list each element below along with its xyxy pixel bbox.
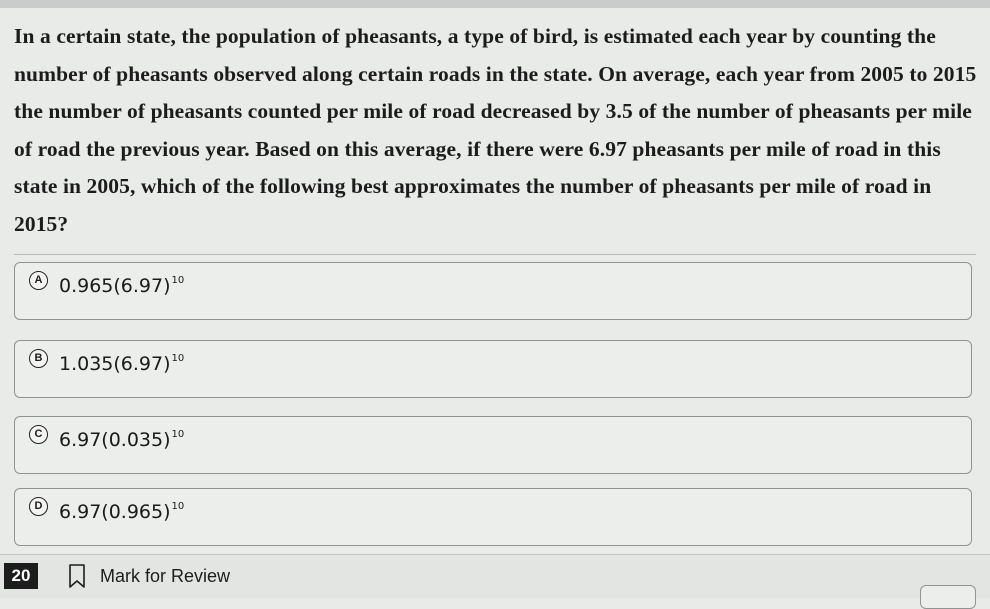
footer-corner-button[interactable] (920, 585, 976, 609)
option-b-exponent: 10 (171, 353, 185, 364)
option-b-letter: B (29, 349, 48, 368)
option-d-expression (59, 495, 184, 524)
option-a-base: 0.965(6.97) (59, 275, 171, 297)
top-strip (0, 0, 990, 8)
option-b[interactable] (14, 340, 972, 398)
option-a-letter: A (29, 271, 48, 290)
option-a[interactable] (14, 262, 972, 320)
question-footer (0, 554, 990, 598)
option-d[interactable] (14, 488, 972, 546)
option-b-base: 1.035(6.97) (59, 353, 171, 375)
option-c-base: 6.97(0.035) (59, 429, 171, 451)
option-a-exponent: 10 (171, 275, 185, 286)
mark-for-review-button[interactable]: Mark for Review (100, 566, 231, 586)
question-text: In a certain state, the population of pheasants, a type of bird, is estimated each year by counting the number of pheasants observed along certain roads in the state. On average, each year from 2005 to 2015 the number of pheasants counted per mile of road decreased by 3.5 of the number of pheasants per mile of road the previous year. Based on this average, if there were 6.97 pheasants per mile of road in this state in 2005, which of the following best approximates the number of pheasants per mile of road in 2015? (14, 24, 977, 236)
bookmark-icon[interactable] (68, 564, 86, 588)
option-d-letter: D (29, 497, 48, 516)
option-c-letter: C (29, 425, 48, 444)
option-d-base: 6.97(0.965) (59, 501, 171, 523)
option-c[interactable] (14, 416, 972, 474)
option-c-exponent: 10 (171, 429, 185, 440)
option-d-exponent: 10 (171, 501, 185, 512)
question-divider (14, 254, 976, 255)
option-b-expression (59, 347, 184, 376)
question-number: 20 (4, 563, 38, 589)
option-c-expression (59, 423, 184, 452)
option-a-expression (59, 269, 184, 298)
